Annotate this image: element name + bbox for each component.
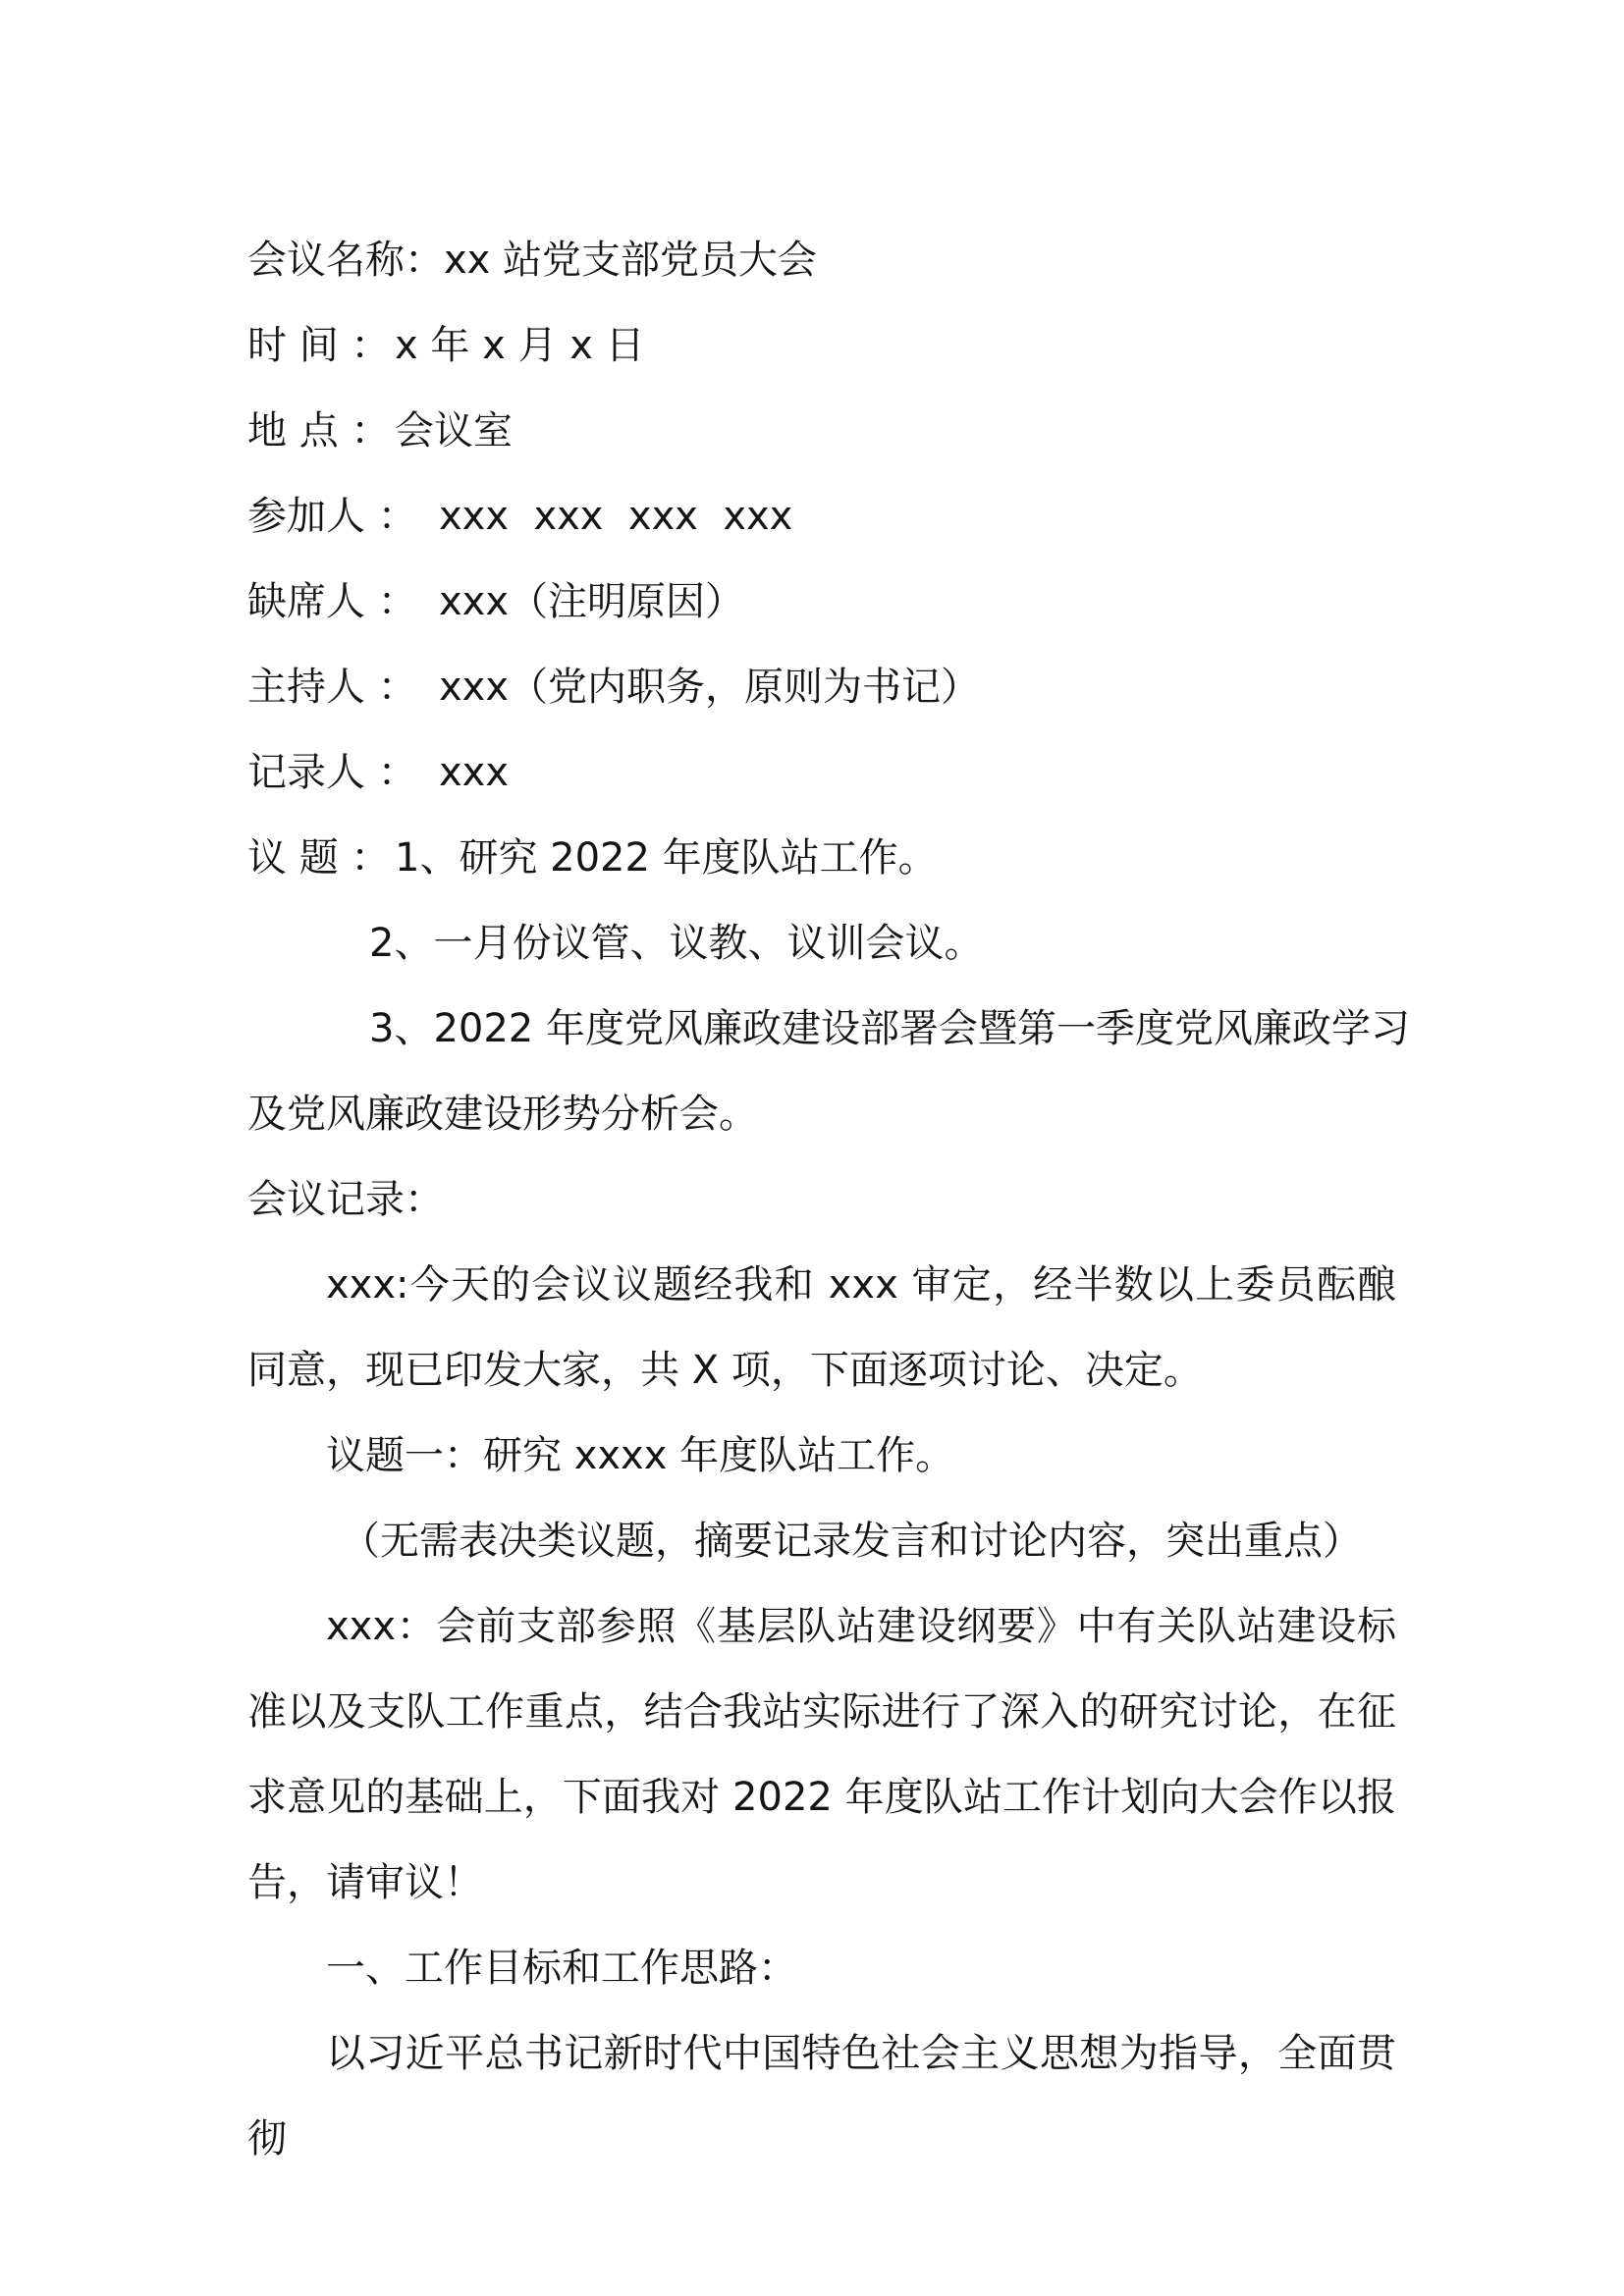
agenda-label: 议 题 ： <box>247 835 391 881</box>
meeting-name: 会议名称：xx 站党支部党员大会 <box>247 238 818 283</box>
host-label: 主持人 ： <box>247 665 417 710</box>
time-label: 时 间 ： <box>247 323 391 368</box>
minutes-label: 会议记录： <box>247 1177 444 1222</box>
minutes-paragraph-2: xxx：会前支部参照《基层队站建设纲要》中有关队站建设标准以及支队工作重点，结合我站实际进行了深入的研究讨论，在征求意见的基础上，下面我对 2022 年度队站工作计划向大会作以报告，请审议！ <box>247 1604 1396 1905</box>
agenda-item-3: 3、2022 年度党风廉政建设部署会暨第一季度党风廉政学习 <box>369 1006 1410 1051</box>
absent-value: xxx（注明原因） <box>439 579 745 624</box>
absent-row <box>247 560 1396 645</box>
absent-label: 缺席人 ： <box>247 579 417 624</box>
minutes-paragraph-1: xxx:今天的会议议题经我和 xxx 审定，经半数以上委员酝酿同意，现已印发大家，共 X 项，下面逐项讨论、决定。 <box>247 1262 1396 1393</box>
recorder-value: xxx <box>439 750 510 795</box>
recorder-row <box>247 730 1396 816</box>
host-row <box>247 645 1396 730</box>
recorder-label: 记录人 ： <box>247 750 417 795</box>
section-1-heading: 一、工作目标和工作思路： <box>326 1946 797 1991</box>
topic-1-heading: 议题一：研究 xxxx 年度队站工作。 <box>326 1433 955 1478</box>
place-value: 会议室 <box>395 408 513 454</box>
attendees-label: 参加人 ： <box>247 494 417 539</box>
time-row <box>247 303 1396 389</box>
host-value: xxx（党内职务，原则为书记） <box>439 665 981 710</box>
place-row <box>247 389 1396 474</box>
agenda-item-1: 1、研究 2022 年度队站工作。 <box>395 835 938 881</box>
agenda-row <box>247 816 1396 901</box>
place-label: 地 点 ： <box>247 408 391 454</box>
attendees-row <box>247 474 1396 560</box>
section-1-paragraph: 以习近平总书记新时代中国特色社会主义思想为指导，全面贯彻 <box>247 2031 1396 2162</box>
attendees-value: xxx xxx xxx xxx <box>439 494 793 539</box>
time-value: x 年 x 月 x 日 <box>395 323 645 368</box>
topic-1-note: （无需表决类议题，摘要记录发言和讨论内容，突出重点） <box>341 1519 1362 1564</box>
agenda-item-2: 2、一月份议管、议教、议训会议。 <box>369 921 984 966</box>
document-body <box>247 218 1410 2182</box>
agenda-item-3-continued: 及党风廉政建设形势分析会。 <box>247 1092 758 1137</box>
